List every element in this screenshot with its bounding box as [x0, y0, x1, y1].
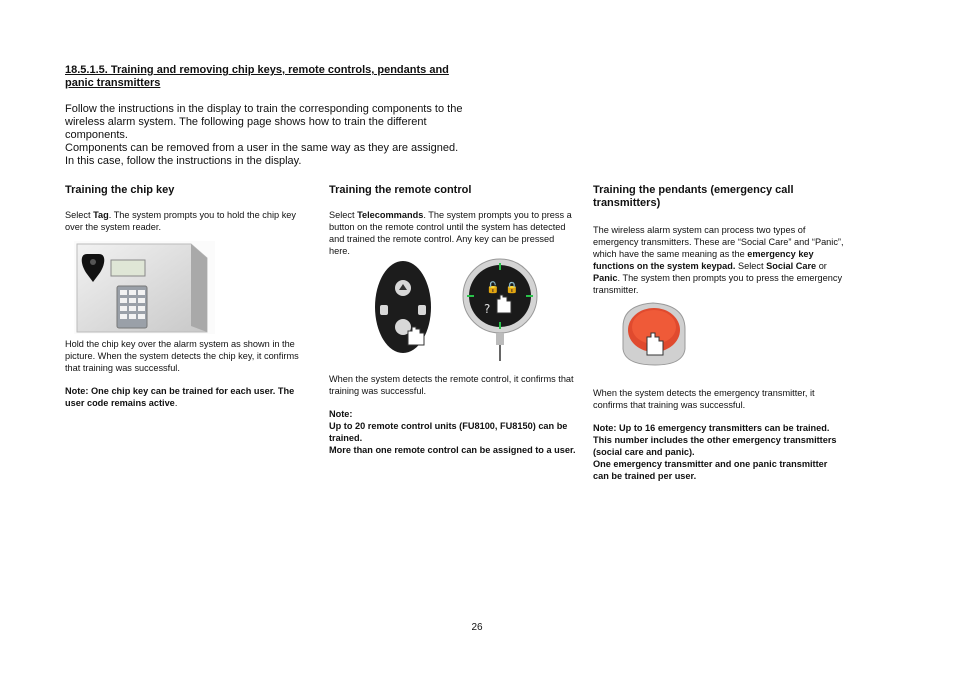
intro-text [65, 103, 465, 168]
text-run: Select [65, 210, 94, 220]
svg-text:?: ? [484, 302, 491, 316]
pendant-instruction [593, 224, 845, 296]
text-run: . The system prompts you to press a button on the remote control until the system has detected and trained the remote control. Any key can be pressed here. [329, 210, 572, 256]
remote-heading: Training the remote control [329, 184, 472, 196]
panic-label: Panic [593, 273, 618, 283]
note-line-2: One emergency transmitter and one panic transmitter can be trained per user. [593, 459, 828, 481]
pendant-detect-text: When the system detects the emergency transmitter, it confirms that training was successful. [593, 388, 815, 410]
emergency-transmitter-image [617, 297, 691, 369]
text-run: The wireless alarm system can process two types of emergency transmitters. These are “Social Care” and “Panic”, which have the same meaning as the [593, 225, 844, 259]
alarm-panel-image [73, 240, 216, 335]
text-run: . [174, 398, 178, 408]
text-run: or [816, 261, 827, 271]
note-line-2: More than one remote control can be assigned to a user. [329, 445, 576, 455]
remote-note [329, 408, 583, 456]
text-run: Select [735, 261, 767, 271]
page-number: 26 [471, 622, 483, 633]
intro-paragraph-2: Components can be removed from a user in the same way as they are assigned. In this case, follow the instructions in the display. [65, 142, 459, 167]
svg-text:🔒: 🔒 [505, 281, 519, 294]
chip-key-heading: Training the chip key [65, 184, 175, 196]
text-run: . The system prompts you to hold the chip key over the system reader. [65, 210, 296, 232]
intro-paragraph-1: Follow the instructions in the display to train the corresponding components to the wireless alarm system. The following page shows how to train the different components. [65, 103, 463, 141]
section-title: 18.5.1.5. Training and removing chip keys, remote controls, pendants and panic transmitters [65, 64, 449, 89]
text-run: . The system then prompts you to press the emergency transmitter. [593, 273, 843, 295]
pendant-heading: Training the pendants (emergency call transmitters) [593, 184, 794, 209]
text-run: Select [329, 210, 358, 220]
svg-text:🔓: 🔓 [486, 281, 500, 294]
chip-key-note [65, 385, 307, 409]
note-bold: Note: One chip key can be trained for each user. The user code remains active [65, 386, 295, 408]
note-line-1: Note: Up to 16 emergency transmitters can be trained. This number includes the other emergency transmitters (social care and panic). [593, 423, 837, 457]
bold-run: emergency key functions on the system keypad. [593, 249, 814, 271]
chip-key-instruction [65, 209, 307, 233]
chip-key-detect-text: Hold the chip key over the alarm system as shown in the picture. When the system detects the chip key, it confirms that training was successful. [65, 339, 299, 373]
note-title: Note: [329, 409, 353, 419]
note-line-1: Up to 20 remote control units (FU8100, FU8150) can be trained. [329, 421, 568, 443]
social-care-label: Social Care [766, 261, 817, 271]
tag-label: Tag [93, 210, 109, 220]
pendant-note [593, 422, 845, 482]
keyfob-image [461, 257, 539, 363]
telecommands-label: Telecommands [357, 210, 424, 220]
remote-detect-text: When the system detects the remote control, it confirms that training was successful. [329, 374, 574, 396]
remote-control-image [372, 259, 440, 357]
remote-instruction [329, 209, 573, 257]
